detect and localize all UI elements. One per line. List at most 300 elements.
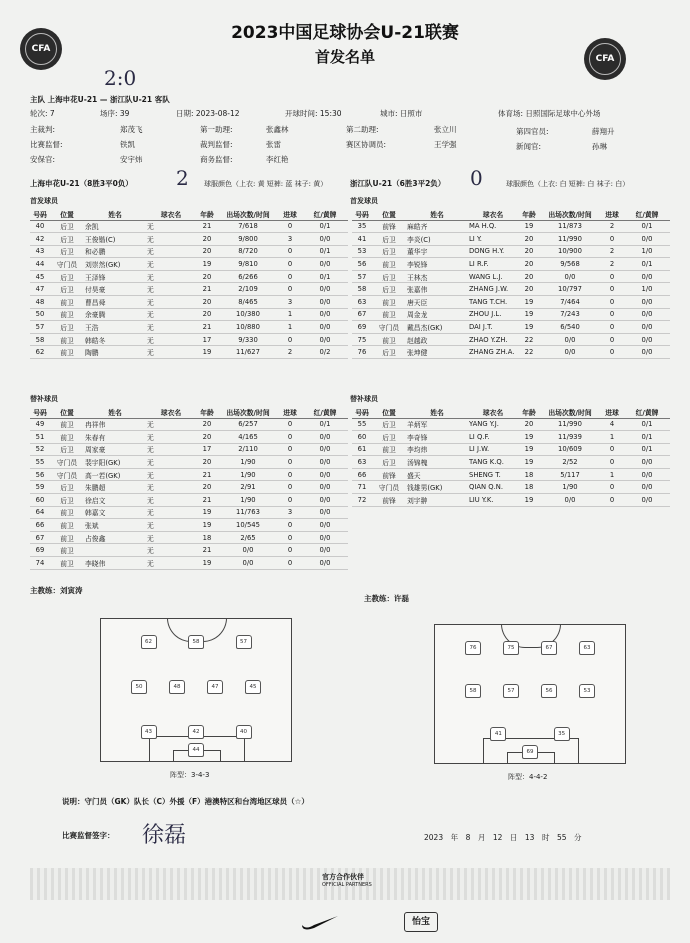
column-header: 年龄: [196, 406, 218, 418]
table-cell: 11/939: [540, 431, 600, 444]
table-cell: ZHANG ZH.A.: [468, 346, 518, 359]
table-cell: 裴宇阳(GK): [84, 456, 146, 469]
table-cell: 前锋: [372, 220, 406, 233]
column-header: 进球: [278, 208, 302, 220]
table-cell: 0/1: [624, 443, 670, 456]
table-cell: 63: [352, 296, 372, 309]
commissioner-label: 比赛监督:: [30, 140, 63, 149]
table-cell: 1: [278, 321, 302, 334]
table-cell: 11/873: [540, 220, 600, 233]
table-cell: 守门员: [372, 321, 406, 334]
table-row: [30, 418, 348, 431]
table-cell: 周金龙: [406, 308, 468, 321]
table-cell: 0/1: [302, 270, 348, 283]
table-cell: 后卫: [372, 270, 406, 283]
player-shirt-icon: 62: [141, 635, 157, 649]
table-cell: 1/0: [624, 283, 670, 296]
table-row: [352, 443, 670, 456]
table-cell: 1/90: [218, 456, 278, 469]
table-cell: 19: [518, 308, 540, 321]
table-cell: 11/763: [218, 506, 278, 519]
table-cell: 0/0: [302, 468, 348, 481]
table-row: [352, 233, 670, 246]
table-cell: 无: [146, 321, 196, 334]
table-cell: 0/0: [218, 557, 278, 570]
table-cell: 无: [146, 220, 196, 233]
table-cell: 63: [352, 456, 372, 469]
table-cell: 66: [352, 468, 372, 481]
table-cell: 前卫: [50, 531, 84, 544]
table-cell: 20: [196, 245, 218, 258]
table-cell: 曹昌舜: [84, 296, 146, 309]
table-cell: 21: [196, 283, 218, 296]
column-header: 红/黄牌: [302, 406, 348, 418]
ar2-label: 第二助理:: [346, 125, 379, 134]
away-coach: 主教练：许磊: [364, 594, 409, 603]
table-cell: 0/0: [302, 333, 348, 346]
table-row: [352, 494, 670, 507]
table-cell: 0/0: [624, 468, 670, 481]
table-cell: 后卫: [50, 321, 84, 334]
table-cell: 无: [146, 468, 196, 481]
table-cell: 21: [196, 468, 218, 481]
player-shirt-icon: 58: [188, 635, 204, 649]
away-score-handwritten: 0: [470, 166, 483, 190]
table-cell: 守门员: [50, 258, 84, 271]
table-cell: 后卫: [50, 494, 84, 507]
goalkeeper-shirt-icon: 69: [522, 745, 538, 759]
table-header-row: [30, 406, 348, 418]
table-cell: 无: [146, 283, 196, 296]
column-header: 姓名: [406, 208, 468, 220]
table-cell: 0/0: [302, 321, 348, 334]
column-header: 球衣名: [468, 406, 518, 418]
venue: 体育场: 日照国际足球中心外场: [498, 109, 601, 118]
table-cell: 后卫: [372, 418, 406, 431]
table-row: [30, 519, 348, 532]
table-cell: 2: [600, 258, 624, 271]
table-cell: 8/465: [218, 296, 278, 309]
table-cell: 19: [196, 258, 218, 271]
table-cell: 52: [30, 443, 50, 456]
table-cell: 51: [30, 431, 50, 444]
table-cell: 0/0: [540, 494, 600, 507]
column-header: 进球: [278, 406, 302, 418]
table-cell: 前卫: [372, 308, 406, 321]
table-cell: 李炎(C): [406, 233, 468, 246]
commissioner: 铁凯: [120, 140, 135, 149]
table-cell: 0/1: [302, 245, 348, 258]
ar2: 张立川: [434, 125, 457, 134]
table-cell: 前卫: [50, 506, 84, 519]
nike-swoosh-icon: [300, 914, 340, 930]
table-cell: 后卫: [372, 456, 406, 469]
table-cell: 8/720: [218, 245, 278, 258]
table-cell: 45: [30, 270, 50, 283]
table-cell: 0/0: [302, 283, 348, 296]
table-cell: 20: [518, 245, 540, 258]
table-cell: 后卫: [50, 283, 84, 296]
table-cell: 21: [196, 220, 218, 233]
table-cell: TANG K.Q.: [468, 456, 518, 469]
table-cell: 2/109: [218, 283, 278, 296]
table-cell: 高一若(GK): [84, 468, 146, 481]
signature-datetime: 2023 年 8 月 12 日 13 时 55 分: [424, 833, 582, 842]
table-cell: 0: [600, 233, 624, 246]
table-cell: 19: [518, 456, 540, 469]
security-label: 安保官:: [30, 155, 56, 164]
table-cell: 刘宇翀: [406, 494, 468, 507]
table-cell: DAI J.T.: [468, 321, 518, 334]
table-cell: 0: [278, 333, 302, 346]
table-cell: 0/0: [624, 308, 670, 321]
match-line: 主队 上海申花U-21 — 浙江队U-21 客队: [30, 95, 170, 104]
table-cell: 0/0: [624, 233, 670, 246]
table-cell: 20: [196, 431, 218, 444]
table-cell: 19: [518, 220, 540, 233]
table-cell: 前卫: [372, 443, 406, 456]
press: 孙琳: [592, 142, 607, 151]
table-cell: 0: [278, 468, 302, 481]
table-cell: 1: [278, 308, 302, 321]
table-cell: 前卫: [372, 258, 406, 271]
table-cell: LI Q.F.: [468, 431, 518, 444]
table-cell: 无: [146, 557, 196, 570]
table-cell: 3: [278, 296, 302, 309]
table-cell: 0: [600, 308, 624, 321]
table-cell: 11/990: [540, 418, 600, 431]
table-cell: 无: [146, 418, 196, 431]
table-cell: 无: [146, 456, 196, 469]
table-cell: 前卫: [372, 333, 406, 346]
column-header: 号码: [30, 406, 50, 418]
home-kit: 球服颜色（上衣: 黄 短裤: 蓝 袜子: 黄）: [204, 180, 328, 188]
table-cell: 0/0: [302, 296, 348, 309]
player-shirt-icon: 53: [579, 684, 595, 698]
table-cell: LIU Y.K.: [468, 494, 518, 507]
table-cell: 3: [278, 506, 302, 519]
table-cell: 20: [196, 270, 218, 283]
table-cell: 48: [30, 296, 50, 309]
table-cell: 0/0: [302, 443, 348, 456]
table-cell: 王泽锋: [84, 270, 146, 283]
table-cell: 0: [600, 283, 624, 296]
table-cell: 徐启文: [84, 494, 146, 507]
fourth: 薛翔升: [592, 127, 615, 136]
table-cell: 0/0: [218, 544, 278, 557]
table-row: [30, 283, 348, 296]
table-cell: 7/243: [540, 308, 600, 321]
table-cell: 无: [146, 544, 196, 557]
table-cell: 11/627: [218, 346, 278, 359]
player-shirt-icon: 56: [541, 684, 557, 698]
table-cell: 1/0: [624, 245, 670, 258]
table-cell: 无: [146, 481, 196, 494]
away-starters-label: 首发球员: [350, 197, 378, 205]
player-shirt-icon: 57: [236, 635, 252, 649]
table-cell: 19: [196, 519, 218, 532]
column-header: 号码: [352, 406, 372, 418]
table-cell: 守门员: [372, 481, 406, 494]
table-cell: 后卫: [50, 233, 84, 246]
table-row: [30, 557, 348, 570]
table-row: [30, 296, 348, 309]
table-cell: 无: [146, 270, 196, 283]
table-cell: 0: [278, 418, 302, 431]
table-cell: 0: [278, 283, 302, 296]
table-row: [30, 431, 348, 444]
table-cell: 0/0: [302, 519, 348, 532]
table-cell: 无: [146, 431, 196, 444]
table-cell: 无: [146, 233, 196, 246]
table-cell: LI Y.: [468, 233, 518, 246]
table-cell: 0: [278, 557, 302, 570]
table-cell: 10/380: [218, 308, 278, 321]
table-cell: 22: [518, 346, 540, 359]
column-header: 年龄: [196, 208, 218, 220]
table-cell: 0/0: [540, 346, 600, 359]
table-row: [352, 346, 670, 359]
table-cell: 0/1: [624, 431, 670, 444]
table-cell: LI J.W.: [468, 443, 518, 456]
table-cell: 10/797: [540, 283, 600, 296]
table-cell: 20: [196, 418, 218, 431]
table-cell: [84, 544, 146, 557]
commissioner-signature: 徐磊: [142, 823, 187, 848]
table-cell: 7/618: [218, 220, 278, 233]
home-subs-label: 替补球员: [30, 395, 58, 403]
column-header: 位置: [372, 406, 406, 418]
table-cell: 47: [30, 283, 50, 296]
table-cell: 盛天: [406, 468, 468, 481]
table-cell: 0/1: [302, 220, 348, 233]
table-cell: 1/90: [540, 481, 600, 494]
table-cell: 1/90: [218, 468, 278, 481]
table-row: [30, 346, 348, 359]
table-cell: 59: [30, 481, 50, 494]
table-cell: 前卫: [50, 333, 84, 346]
table-cell: 76: [352, 346, 372, 359]
security: 安宇炜: [120, 155, 143, 164]
table-cell: 44: [30, 258, 50, 271]
table-cell: 周家豪: [84, 443, 146, 456]
table-cell: 19: [518, 443, 540, 456]
table-cell: 21: [196, 494, 218, 507]
table-cell: 韩嘉文: [84, 506, 146, 519]
table-cell: 0: [278, 456, 302, 469]
table-cell: 2: [600, 220, 624, 233]
table-cell: 0/0: [624, 333, 670, 346]
table-cell: 李奇锋: [406, 431, 468, 444]
column-header: 进球: [600, 208, 624, 220]
table-cell: 20: [518, 270, 540, 283]
away-formation: 阵型：4-4-2: [508, 773, 548, 781]
table-cell: 戴昌杰(GK): [406, 321, 468, 334]
table-cell: 和必鹏: [84, 245, 146, 258]
table-cell: 61: [352, 443, 372, 456]
table-cell: 前卫: [50, 308, 84, 321]
table-cell: 汤锦槐: [406, 456, 468, 469]
table-cell: 无: [146, 494, 196, 507]
table-cell: 朱鹏超: [84, 481, 146, 494]
table-cell: 11/990: [540, 233, 600, 246]
table-row: [30, 308, 348, 321]
column-header: 姓名: [84, 208, 146, 220]
table-cell: 王俊锴(C): [84, 233, 146, 246]
goalkeeper-shirt-icon: 44: [188, 743, 204, 757]
player-shirt-icon: 76: [465, 641, 481, 655]
table-cell: 66: [30, 519, 50, 532]
table-cell: 19: [518, 321, 540, 334]
table-cell: 19: [196, 557, 218, 570]
table-cell: 0/0: [302, 494, 348, 507]
table-cell: 41: [352, 233, 372, 246]
handwritten-score: 2:0: [104, 66, 137, 90]
table-cell: TANG T.CH.: [468, 296, 518, 309]
away-subs-label: 替补球员: [350, 395, 378, 403]
table-cell: 0: [278, 270, 302, 283]
table-header-row: [352, 406, 670, 418]
table-cell: YANG Y.J.: [468, 418, 518, 431]
table-cell: 53: [352, 245, 372, 258]
table-cell: 后卫: [372, 346, 406, 359]
press-label: 新闻官:: [516, 142, 542, 151]
table-cell: 6/540: [540, 321, 600, 334]
table-cell: 7/464: [540, 296, 600, 309]
away-kit: 球服颜色（上衣: 白 短裤: 白 袜子: 白）: [506, 180, 630, 188]
table-cell: 无: [146, 258, 196, 271]
table-cell: 张斌: [84, 519, 146, 532]
partner-label: 官方合作伙伴: [322, 873, 364, 881]
cfa-logo-left: CFA: [20, 28, 62, 70]
column-header: 年龄: [518, 406, 540, 418]
table-cell: 0: [600, 296, 624, 309]
table-cell: 20: [196, 481, 218, 494]
column-header: 姓名: [84, 406, 146, 418]
table-cell: 71: [352, 481, 372, 494]
home-formation-pitch: [100, 618, 292, 762]
table-cell: 67: [30, 531, 50, 544]
table-cell: SHENG T.: [468, 468, 518, 481]
column-header: 位置: [50, 406, 84, 418]
table-cell: 0/0: [624, 456, 670, 469]
cfa-logo-right: CFA: [584, 38, 626, 80]
column-header: 位置: [372, 208, 406, 220]
table-row: [30, 321, 348, 334]
table-cell: 0: [278, 258, 302, 271]
table-row: [352, 270, 670, 283]
table-cell: 64: [30, 506, 50, 519]
table-row: [352, 418, 670, 431]
table-cell: 55: [352, 418, 372, 431]
table-cell: 57: [30, 321, 50, 334]
table-cell: 35: [352, 220, 372, 233]
home-coach: 主教练：刘寅涛: [30, 586, 83, 595]
table-cell: 0/1: [624, 418, 670, 431]
table-cell: 后卫: [372, 245, 406, 258]
table-cell: 0/0: [624, 346, 670, 359]
table-cell: 1: [600, 468, 624, 481]
column-header: 出场次数/时间: [218, 208, 278, 220]
away-team-name: 浙江队U-21（6胜3平2负）: [350, 179, 446, 188]
table-cell: 0/0: [302, 233, 348, 246]
table-cell: 60: [352, 431, 372, 444]
table-row: [30, 443, 348, 456]
player-shirt-icon: 58: [465, 684, 481, 698]
ref-super: 张雷: [266, 140, 281, 149]
table-cell: 李均炜: [406, 443, 468, 456]
player-shirt-icon: 48: [169, 680, 185, 694]
player-shirt-icon: 42: [188, 725, 204, 739]
home-starters-table: [30, 208, 348, 359]
column-header: 红/黄牌: [302, 208, 348, 220]
table-cell: 0/0: [302, 557, 348, 570]
table-cell: 冉祥伟: [84, 418, 146, 431]
table-cell: 56: [352, 258, 372, 271]
player-shirt-icon: 40: [236, 725, 252, 739]
table-cell: 刘崇然(GK): [84, 258, 146, 271]
table-row: [30, 220, 348, 233]
table-cell: 余凯: [84, 220, 146, 233]
table-row: [352, 245, 670, 258]
table-cell: 无: [146, 506, 196, 519]
table-cell: 20: [518, 233, 540, 246]
table-cell: 2/91: [218, 481, 278, 494]
table-cell: 60: [30, 494, 50, 507]
player-shirt-icon: 75: [503, 641, 519, 655]
table-cell: 麻皓齐: [406, 220, 468, 233]
table-cell: 2/52: [540, 456, 600, 469]
table-cell: 后卫: [372, 283, 406, 296]
table-header-row: [352, 208, 670, 220]
column-header: 红/黄牌: [624, 208, 670, 220]
table-cell: 21: [196, 321, 218, 334]
city: 城市: 日照市: [380, 109, 423, 118]
table-cell: 18: [518, 481, 540, 494]
table-cell: 0: [278, 443, 302, 456]
table-cell: 20: [518, 283, 540, 296]
table-cell: 前锋: [372, 494, 406, 507]
table-cell: 5/117: [540, 468, 600, 481]
table-cell: 李锐锋: [406, 258, 468, 271]
table-cell: 羊炳军: [406, 418, 468, 431]
table-cell: 40: [30, 220, 50, 233]
home-starters-label: 首发球员: [30, 197, 58, 205]
partner-label-en: OFFICIAL PARTNERS: [322, 882, 372, 888]
table-cell: 前卫: [50, 346, 84, 359]
table-cell: 后卫: [372, 431, 406, 444]
table-cell: 6/257: [218, 418, 278, 431]
table-cell: QIAN Q.N.: [468, 481, 518, 494]
table-cell: 69: [352, 321, 372, 334]
table-cell: 前卫: [50, 557, 84, 570]
table-cell: 无: [146, 333, 196, 346]
table-cell: 0/1: [624, 220, 670, 233]
table-row: [352, 308, 670, 321]
match-date: 日期: 2023-08-12: [176, 109, 240, 118]
table-cell: 18: [518, 468, 540, 481]
assoc: 王学强: [434, 140, 457, 149]
column-header: 号码: [30, 208, 50, 220]
table-cell: 0: [600, 346, 624, 359]
table-cell: 0: [600, 333, 624, 346]
table-cell: 0/0: [302, 481, 348, 494]
table-row: [352, 258, 670, 271]
table-row: [352, 220, 670, 233]
table-row: [30, 481, 348, 494]
table-cell: 20: [196, 456, 218, 469]
table-cell: 49: [30, 418, 50, 431]
